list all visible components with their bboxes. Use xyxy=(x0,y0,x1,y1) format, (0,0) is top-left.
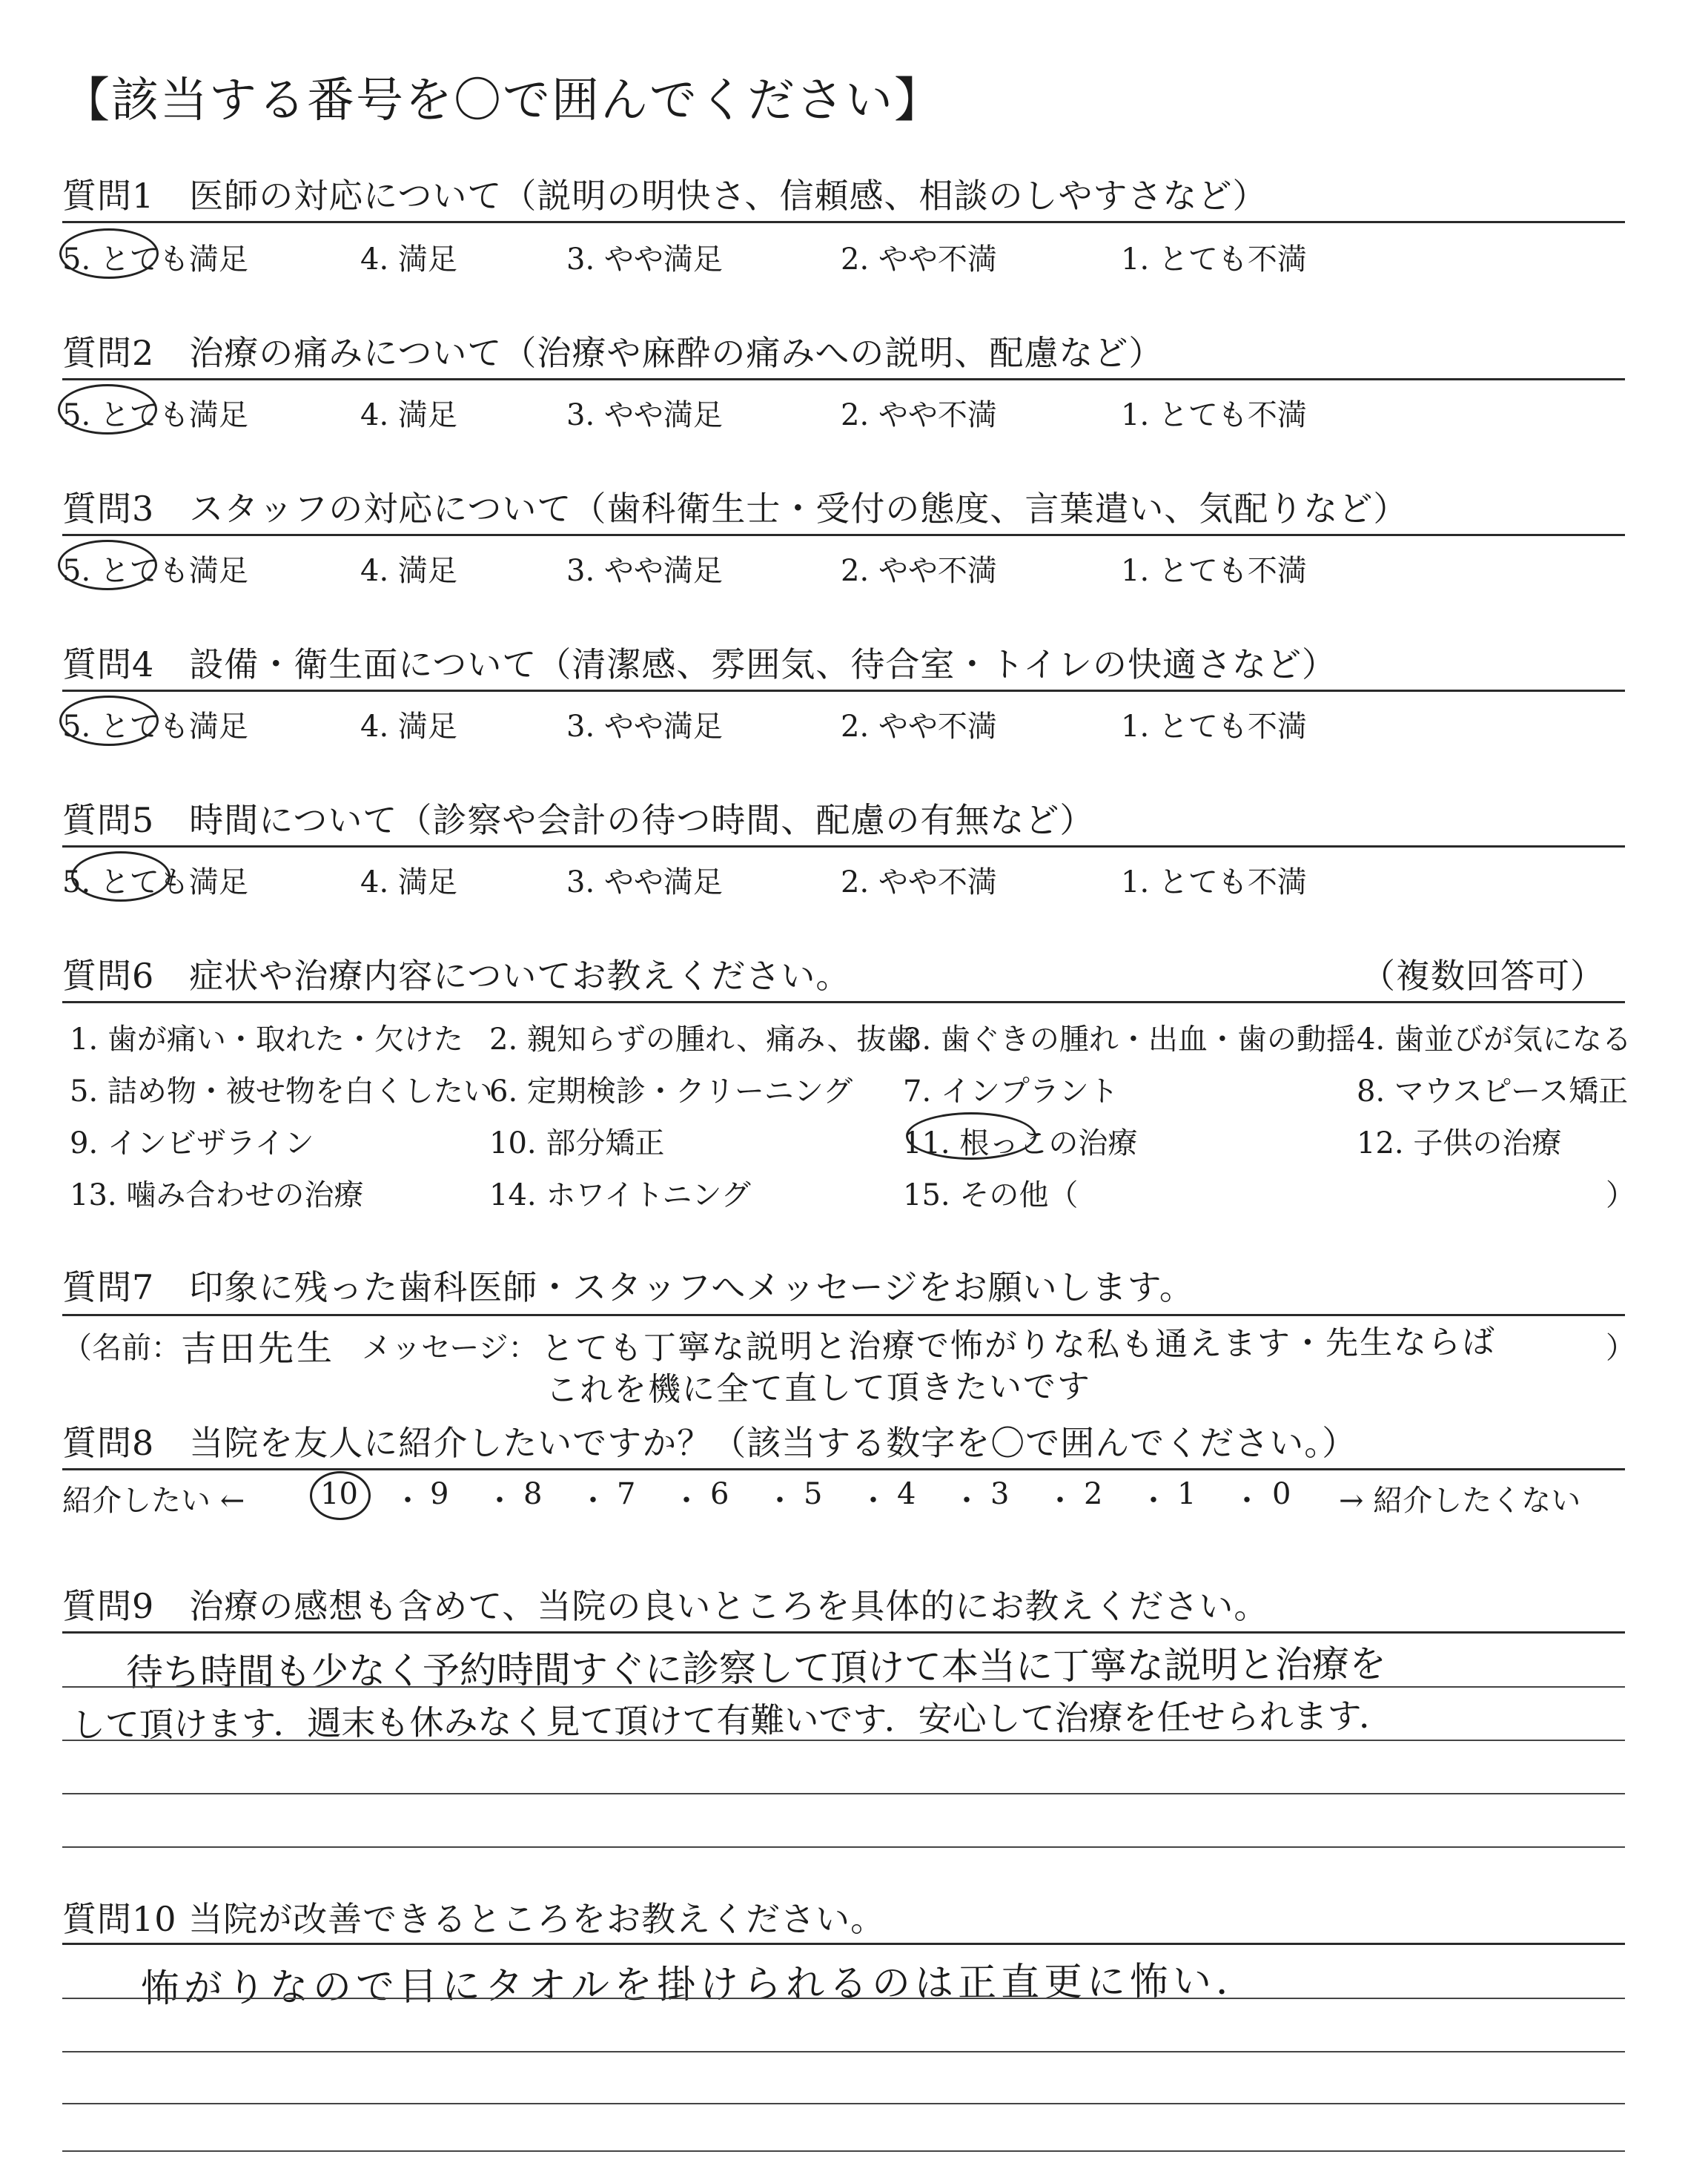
q1-option-1[interactable]: 1. とても不満 xyxy=(1121,242,1307,277)
q3-option-3[interactable]: 3. やや満足 xyxy=(566,554,723,588)
question-3-title: 質問3 スタッフの対応について（歯科衛生士・受付の態度、言葉遣い、気配りなど） xyxy=(62,489,1409,529)
q4-option-5[interactable]: 5. とても満足 xyxy=(62,710,248,744)
question-4-title: 質問4 設備・衛生面について（清潔感、雰囲気、待合室・トイレの快適さなど） xyxy=(62,644,1337,684)
q1-option-5[interactable]: 5. とても満足 xyxy=(62,242,248,277)
q6-option-15[interactable]: 15. その他（ xyxy=(903,1178,1079,1212)
q8-dot: ・ xyxy=(952,1484,982,1518)
q6-option-13[interactable]: 13. 噛み合わせの治療 xyxy=(70,1178,364,1212)
question-1-title: 質問1 医師の対応について（説明の明快さ、信頼感、相談のしやすさなど） xyxy=(62,176,1268,216)
q6-option-12[interactable]: 12. 子供の治療 xyxy=(1357,1126,1562,1160)
q8-dot: ・ xyxy=(578,1484,608,1518)
question-1-rule xyxy=(62,221,1625,223)
q2-option-4[interactable]: 4. 満足 xyxy=(360,398,457,432)
q8-selection-circle xyxy=(310,1471,371,1520)
q8-scale-5[interactable]: 5 xyxy=(804,1477,823,1511)
q8-dot: ・ xyxy=(1045,1484,1075,1518)
q7-name-value: 吉田先生 xyxy=(180,1327,336,1370)
q8-dot: ・ xyxy=(672,1484,701,1518)
question-8-rule xyxy=(62,1468,1625,1470)
q10-line-5 xyxy=(62,2150,1625,2152)
q4-option-4[interactable]: 4. 満足 xyxy=(360,710,457,744)
q10-line-3 xyxy=(62,2051,1625,2052)
q3-option-4[interactable]: 4. 満足 xyxy=(360,554,457,588)
question-6-rule xyxy=(62,1001,1625,1003)
q4-option-3[interactable]: 3. やや満足 xyxy=(566,710,723,744)
q1-option-4[interactable]: 4. 満足 xyxy=(360,242,457,277)
q4-option-1[interactable]: 1. とても不満 xyxy=(1121,710,1307,744)
q7-message-label: メッセージ： xyxy=(362,1331,538,1365)
q7-message-line-2: これを機に全て直して頂きたいです xyxy=(545,1367,1092,1410)
q6-option-4[interactable]: 4. 歯並びが気になる xyxy=(1357,1023,1632,1057)
q5-option-1[interactable]: 1. とても不満 xyxy=(1121,865,1307,899)
q6-option-7[interactable]: 7. インプラント xyxy=(903,1074,1119,1109)
q3-option-1[interactable]: 1. とても不満 xyxy=(1121,554,1307,588)
q2-option-2[interactable]: 2. やや不満 xyxy=(841,398,997,432)
q6-option-3[interactable]: 3. 歯ぐきの腫れ・出血・歯の動揺 xyxy=(903,1023,1356,1057)
q8-dot: ・ xyxy=(858,1484,888,1518)
q9-line-4 xyxy=(62,1793,1625,1794)
question-2-rule xyxy=(62,378,1625,380)
q8-dot: ・ xyxy=(485,1484,514,1518)
question-10-title: 質問10 当院が改善できるところをお教えください。 xyxy=(62,1899,886,1939)
q5-option-2[interactable]: 2. やや不満 xyxy=(841,865,997,899)
q9-answer-line-1: 待ち時間も少なく予約時間すぐに診察して頂けて本当に丁寧な説明と治療を xyxy=(125,1642,1387,1694)
question-2-title: 質問2 治療の痛みについて（治療や麻酔の痛みへの説明、配慮など） xyxy=(62,333,1164,373)
q1-option-2[interactable]: 2. やや不満 xyxy=(841,242,997,277)
q8-scale-4[interactable]: 4 xyxy=(897,1477,916,1511)
q6-option-9[interactable]: 9. インビザライン xyxy=(70,1126,314,1160)
q5-option-5[interactable]: 5. とても満足 xyxy=(62,865,248,899)
question-8-title: 質問8 当院を友人に紹介したいですか？（該当する数字を〇で囲んでください。） xyxy=(62,1423,1357,1463)
q6-option-8[interactable]: 8. マウスピース矯正 xyxy=(1357,1074,1629,1109)
q10-line-4 xyxy=(62,2103,1625,2104)
q4-option-2[interactable]: 2. やや不満 xyxy=(841,710,997,744)
q8-scale-7[interactable]: 7 xyxy=(617,1477,636,1511)
q5-option-4[interactable]: 4. 満足 xyxy=(360,865,457,899)
q9-line-5 xyxy=(62,1846,1625,1848)
q10-line-1 xyxy=(62,1943,1625,1945)
q6-option-14[interactable]: 14. ホワイトニング xyxy=(489,1178,751,1212)
q2-option-5[interactable]: 5. とても満足 xyxy=(62,398,248,432)
question-6-note: （複数回答可） xyxy=(1361,956,1605,996)
q8-scale-2[interactable]: 2 xyxy=(1084,1477,1103,1511)
question-3-rule xyxy=(62,534,1625,536)
q3-option-5[interactable]: 5. とても満足 xyxy=(62,554,248,588)
q6-option-10[interactable]: 10. 部分矯正 xyxy=(489,1126,665,1160)
q2-option-1[interactable]: 1. とても不満 xyxy=(1121,398,1307,432)
q8-scale-9[interactable]: 9 xyxy=(430,1477,449,1511)
question-5-rule xyxy=(62,845,1625,848)
q9-answer-line-2: して頂けます．週末も休みなく見て頂けて有難いです．安心して治療を任せられます． xyxy=(70,1695,1394,1745)
q8-scale-3[interactable]: 3 xyxy=(990,1477,1010,1511)
q2-selection-circle xyxy=(58,384,157,435)
q8-left-label: 紹介したい ← xyxy=(62,1484,245,1518)
form-header: 【該当する番号を〇で囲んでください】 xyxy=(62,73,943,128)
q9-line-2 xyxy=(62,1686,1625,1688)
q8-scale-0[interactable]: 0 xyxy=(1272,1477,1291,1511)
q5-selection-circle xyxy=(71,851,171,902)
q7-message-line-1: とても丁寧な説明と治療で怖がりな私も通えます・先生ならば xyxy=(540,1323,1497,1368)
q6-option-11[interactable]: 11. 根っこの治療 xyxy=(903,1126,1138,1160)
q6-option-5[interactable]: 5. 詰め物・被せ物を白くしたい xyxy=(70,1074,493,1109)
q6-option-1[interactable]: 1. 歯が痛い・取れた・欠けた xyxy=(70,1023,463,1057)
q3-selection-circle xyxy=(58,540,157,590)
question-9-title: 質問9 治療の感想も含めて、当院の良いところを具体的にお教えください。 xyxy=(62,1586,1269,1626)
q6-option-6[interactable]: 6. 定期検診・クリーニング xyxy=(489,1074,853,1109)
q10-line-2 xyxy=(62,1998,1625,1999)
q6-option-2[interactable]: 2. 親知らずの腫れ、痛み、抜歯 xyxy=(489,1023,916,1057)
q10-answer-line-1: 怖がりなので目にタオルを掛けられるのは正直更に怖い． xyxy=(140,1958,1260,2012)
q6-selection-circle xyxy=(906,1112,1036,1160)
question-4-rule xyxy=(62,690,1625,692)
q5-option-3[interactable]: 3. やや満足 xyxy=(566,865,723,899)
q3-option-2[interactable]: 2. やや不満 xyxy=(841,554,997,588)
question-5-title: 質問5 時間について（診察や会計の待つ時間、配慮の有無など） xyxy=(62,800,1095,840)
question-6-title: 質問6 症状や治療内容についてお教えください。 xyxy=(62,956,851,996)
q8-scale-1[interactable]: 1 xyxy=(1177,1477,1196,1511)
q2-option-3[interactable]: 3. やや満足 xyxy=(566,398,723,432)
q8-dot: ・ xyxy=(1232,1484,1262,1518)
q1-selection-circle xyxy=(59,228,159,279)
q8-scale-8[interactable]: 8 xyxy=(523,1477,543,1511)
q9-line-1 xyxy=(62,1631,1625,1634)
q7-name-label: （名前： xyxy=(62,1331,181,1365)
q8-dot: ・ xyxy=(393,1484,423,1518)
q1-option-3[interactable]: 3. やや満足 xyxy=(566,242,723,277)
q8-right-label: → 紹介したくない xyxy=(1339,1484,1581,1518)
q6-other-close-paren: ） xyxy=(1606,1178,1635,1212)
question-7-title: 質問7 印象に残った歯科医師・スタッフへメッセージをお願いします。 xyxy=(62,1267,1194,1307)
q8-scale-6[interactable]: 6 xyxy=(710,1477,729,1511)
q8-dot: ・ xyxy=(1139,1484,1168,1518)
q4-selection-circle xyxy=(59,696,159,746)
q8-dot: ・ xyxy=(765,1484,795,1518)
q7-close-paren: ） xyxy=(1606,1331,1635,1365)
q8-scale-10[interactable]: 10 xyxy=(320,1477,358,1511)
q9-line-3 xyxy=(62,1740,1625,1741)
